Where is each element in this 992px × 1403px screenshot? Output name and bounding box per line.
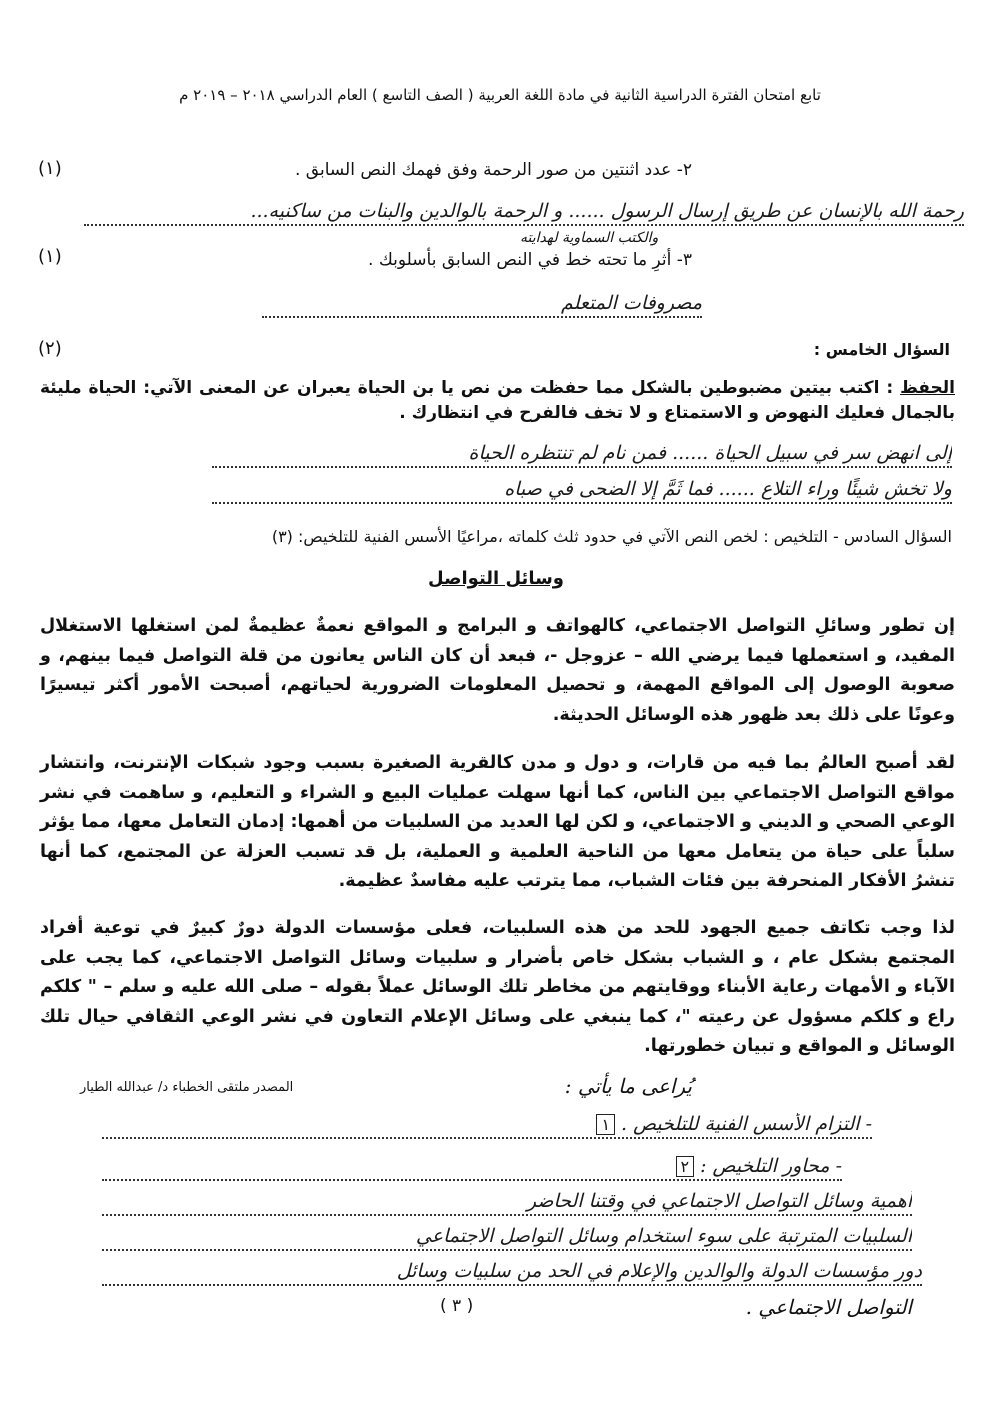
notes-text: - التزام الأسس الفنية للتلخيص .	[621, 1113, 872, 1135]
question-3: ٣- أثرِ ما تحته خط في النص السابق بأسلوبك .	[368, 250, 692, 270]
verse-answer-2: ولا تخش شيئًا وراء التلاع ...... فما ثَمَّ إلا الضحى في صباه	[212, 478, 952, 504]
prompt-text: : اكتب بيتين مضبوطين بالشكل مما حفظت من	[490, 378, 901, 398]
notes-line-5: دور مؤسسات الدولة والوالدين والإعلام في الحد من سلبيات وسائل	[102, 1260, 922, 1286]
prompt-text: يعبران عن المعنى الآتي:	[136, 378, 358, 398]
verse-answer-1: إلى انهض سر في سبيل الحياة ...... فمن نام لم تنتظره الحياة	[212, 442, 952, 468]
notes-line-4: السلبيات المترتبة على سوء استخدام وسائل التواصل الاجتماعي	[102, 1225, 912, 1251]
question-6: السؤال السادس - التلخيص : لخص النص الآتي في حدود ثلث كلماته ،مراعيًا الأسس الفنية للتلخيص: (٣)	[271, 527, 952, 546]
question-5-mark: (٢)	[38, 338, 62, 359]
question-2-answer-note: والكتب السماوية لهدايته	[520, 230, 659, 246]
question-2: ٢- عدد اثنتين من صور الرحمة وفق فهمك النص السابق .	[295, 160, 692, 180]
score-box: ١	[596, 1114, 615, 1135]
question-5-prompt	[40, 376, 955, 426]
notes-line-3: أهمية وسائل التواصل الاجتماعي في وقتنا الحاضر	[102, 1190, 912, 1216]
notes-line-1	[102, 1113, 872, 1139]
poem-title: نص يا بن الحياة	[357, 378, 491, 398]
question-3-answer: مصروفات المتعلم	[262, 292, 702, 318]
notes-heading: يُراعى ما يأتي :	[564, 1074, 692, 1098]
notes-text: - محاور التلخيص :	[700, 1155, 842, 1177]
question-2-mark: (١)	[38, 158, 62, 179]
passage-title-text: وسائل التواصل	[428, 568, 564, 589]
passage-paragraph: إن تطور وسائلِ التواصل الاجتماعي، كالهواتف و البرامج و المواقع نعمةٌ عظيمةٌ لمن استغلها الاستغلال المفيد، و استعملها فيما يرضي الله – عزوجل -، فبعد أن كان الناس يعانون من قلة التواصل فيما بينهم، و صعوبة الوصول إلى المواقع المهمة، و تحصيل المعلومات الضرورية لحياتهم، أصبحت الأمور أكثر تيسيرًا وعونًا على ذلك بعد ظهور هذه الوسائل الحديثة.	[40, 616, 955, 725]
passage-paragraph: لقد أصبح العالمُ بما فيه من قارات، و دول و مدن كالقرية الصغيرة بسبب وجود شبكات الإنترنت، وانتشار مواقع التواصل الاجتماعي بين الناس، كما أنها سهلت عمليات البيع و الشراء و التعليم، و ساهمت في نشر الوعي الصحي و الديني و الاجتماعي، و لكن لها العديد من السلبيات من أهمها: إدمان التعامل معها، مما يؤثر سلباً على حياة من يتعامل معها من الناحية العلمية و العملية، بل قد تسبب العزلة عن المجتمع، كما أنها تنشرُ الأفكار المنحرفة بين فئات الشباب، مما يترتب عليه مفاسدٌ عظيمة.	[40, 753, 955, 891]
page-number: ( ٣ )	[440, 1296, 474, 1316]
notes-line-2	[102, 1155, 842, 1181]
passage-title	[0, 568, 992, 589]
passage-source: المصدر ملتقى الخطباء د/ عبدالله الطيار	[80, 1080, 294, 1095]
exam-header: تابع امتحان الفترة الدراسية الثانية في مادة اللغة العربية ( الصف التاسع ) العام الدراسي ٢٠١٨ – ٢٠١٩ م	[179, 86, 821, 104]
notes-line-6: التواصل الاجتماعي .	[745, 1295, 912, 1319]
question-2-answer: رحمة الله بالإنسان عن طريق إرسال الرسول ...... و الرحمة بالوالدين والبنات من ساكنيه...	[84, 200, 964, 226]
passage-paragraph: لذا وجب تكاتف جميع الجهود للحد من هذه السلبيات، فعلى مؤسسات الدولة دورٌ كبيرٌ في توعية أفراد المجتمع بشكل عام ، و الشباب بشكل خاص بأضرار و سلبيات وسائل التواصل الاجتماعي، كما يجب على الآباء و الأمهات رعاية الأبناء ووقايتهم من مخاطر تلك الوسائل عملاً بقوله – صلى الله عليه و سلم – " كلكم راع و كلكم مسؤول عن رعيته "، كما ينبغي على وسائل الإعلام التعاون في نشر الوعي الثقافي حيال تلك الوسائل و المواقع و تبيان خطورتها.	[40, 918, 955, 1056]
score-box: ٢	[676, 1156, 695, 1177]
meaning-text: الحياة مليئة بالجمال فعليك النهوض و الاستمتاع و لا تخف فالفرح في انتظارك .	[40, 378, 955, 423]
memorization-label: الحفظ	[900, 378, 955, 398]
question-3-mark: (١)	[38, 246, 62, 267]
question-5-heading: السؤال الخامس :	[813, 340, 950, 359]
